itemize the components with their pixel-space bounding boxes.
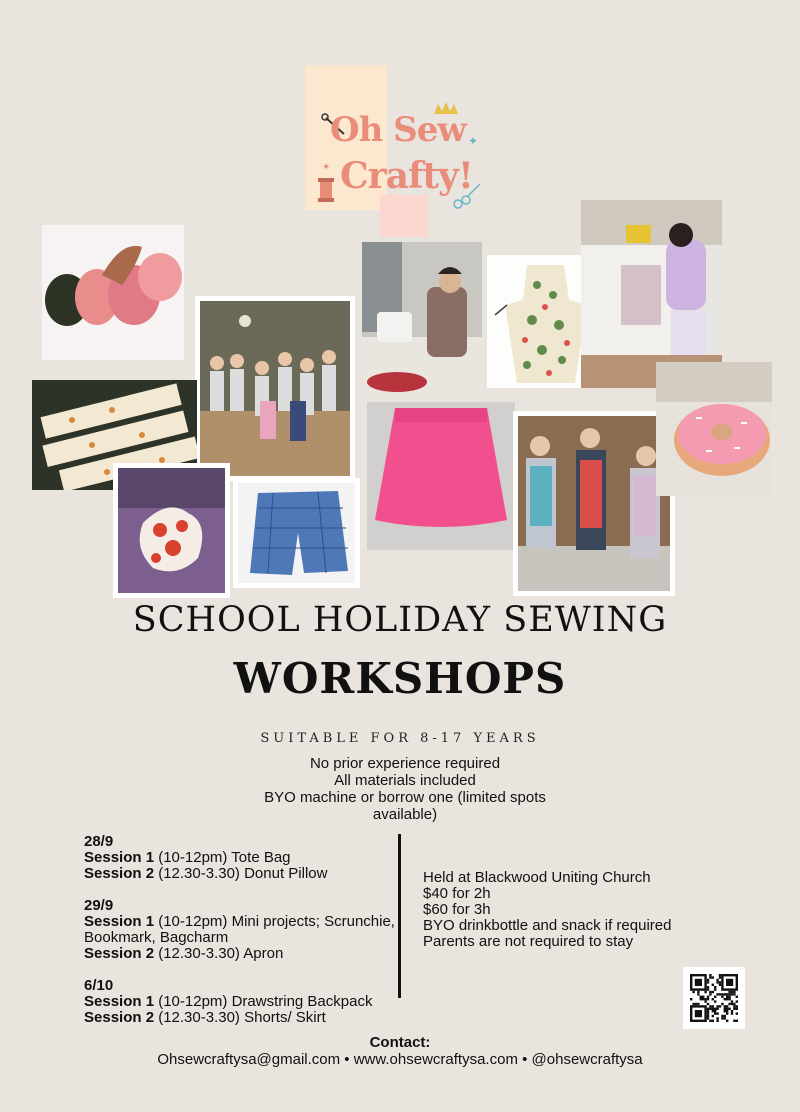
vertical-divider [398,834,401,998]
logo-text-line2: Crafty! [340,155,473,197]
session-label: Session 1 [84,913,155,930]
logo-text-line1: Oh Sew [330,110,466,150]
session-label: Session 2 [84,1009,155,1026]
session-entry [84,850,404,866]
session-detail: (12.30-3.30) Shorts/ Skirt [154,1009,326,1026]
bagcharm-photo [113,463,230,598]
child-at-sewing-machine-photo [362,242,482,402]
pink-skirt-photo [367,402,515,550]
session-detail: (10-12pm) Mini projects; Scrunchie, Bookmark, Bagcharm [84,913,395,946]
checked-shorts-photo [233,478,360,588]
age-range-text: SUITABLE FOR 8-17 YEARS [260,731,540,746]
requirement-item: BYO machine or borrow one (limited spots available) [264,789,546,823]
session-label: Session 2 [84,945,155,962]
svg-text:✦: ✦ [322,162,331,173]
heading-line2: WORKSHOPS [233,654,567,703]
scrunchies-photo [42,225,184,360]
contact-details [0,1051,800,1068]
requirements-list [230,755,580,823]
oh-sew-crafty-logo [318,100,488,215]
qr-code-icon [683,967,745,1029]
email-link[interactable]: Ohsewcraftysa@gmail.com [157,1051,341,1068]
schedule-date: 29/9 [84,897,114,914]
info-line: Held at Blackwood Uniting Church [423,869,651,886]
session-entry [84,914,404,946]
separator: • [340,1051,354,1068]
info-line: BYO drinkbottle and snack if required [423,917,672,934]
session-schedule [84,834,404,1042]
child-cutting-fabric-photo [581,200,722,388]
schedule-day [84,834,404,882]
event-info [423,870,743,950]
info-line: $40 for 2h [423,885,491,902]
svg-text:✦: ✦ [468,134,479,148]
schedule-day [84,978,404,1026]
requirement-item: No prior experience required [309,755,501,772]
qr-code[interactable] [683,967,745,1029]
session-entry [84,946,404,962]
schedule-day [84,898,404,962]
donut-pillow-photo [656,362,772,496]
session-label: Session 1 [84,849,155,866]
schedule-date: 6/10 [84,977,114,994]
heading-line1: SCHOOL HOLIDAY SEWING [132,600,668,640]
session-entry [84,866,404,882]
session-label: Session 1 [84,993,155,1010]
session-entry [84,1010,404,1026]
session-detail: (10-12pm) Drawstring Backpack [154,993,373,1010]
contact-label: Contact: [369,1034,431,1051]
children-with-aprons-photo [513,411,675,596]
session-label: Session 2 [84,865,155,882]
session-detail: (12.30-3.30) Donut Pillow [154,865,328,882]
info-line: $60 for 3h [423,901,491,918]
schedule-date: 28/9 [84,833,114,850]
website-link[interactable]: www.ohsewcraftysa.com [353,1051,518,1068]
requirement-item: All materials included [334,772,476,789]
separator: • [517,1051,532,1068]
session-entry [84,994,404,1010]
social-handle[interactable]: @ohsewcraftysa [531,1051,643,1068]
session-detail: (12.30-3.30) Apron [154,945,284,962]
group-of-children-photo [195,296,355,481]
session-detail: (10-12pm) Tote Bag [154,849,291,866]
info-line: Parents are not required to stay [423,933,634,950]
